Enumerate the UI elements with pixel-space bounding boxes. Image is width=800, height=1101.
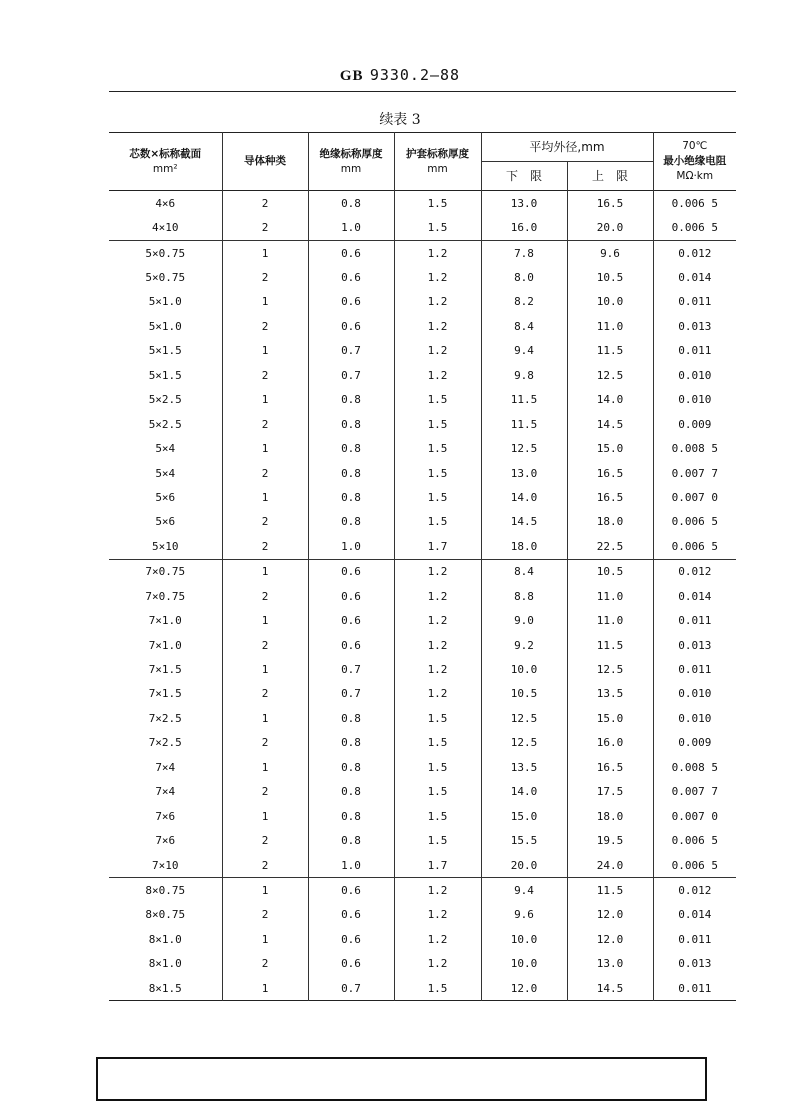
diameter-upper-cell: 11.0 xyxy=(567,608,653,632)
cores-cell: 7×2.5 xyxy=(148,736,182,750)
sheath-cell: 1.5 xyxy=(394,485,481,509)
diameter-lower-cell: 12.0 xyxy=(481,976,567,1001)
sheath-cell: 1.5 xyxy=(394,412,481,436)
resistance-cell: 0.012 xyxy=(653,559,736,584)
cores-cell: 5×4 xyxy=(155,466,176,480)
conductor-cell: 1 xyxy=(222,657,308,681)
conductor-cell: 1 xyxy=(222,240,308,265)
sheath-cell: 1.7 xyxy=(394,853,481,878)
diameter-lower-cell: 7.8 xyxy=(481,240,567,265)
sheath-cell: 1.2 xyxy=(394,265,481,289)
diameter-lower-cell: 9.4 xyxy=(481,878,567,903)
table-row xyxy=(109,290,736,314)
table-row xyxy=(109,731,736,755)
table-row xyxy=(109,314,736,338)
diameter-upper-cell: 11.0 xyxy=(567,314,653,338)
insulation-cell: 0.7 xyxy=(308,657,394,681)
sheath-cell: 1.5 xyxy=(394,706,481,730)
diameter-upper-cell: 10.5 xyxy=(567,559,653,584)
resistance-cell: 0.006 5 xyxy=(653,534,736,559)
diameter-upper-cell: 12.0 xyxy=(567,903,653,927)
sheath-cell: 1.2 xyxy=(394,363,481,387)
table-row xyxy=(109,461,736,485)
table-row xyxy=(109,388,736,412)
diameter-lower-cell: 9.2 xyxy=(481,633,567,657)
diameter-lower-cell: 13.5 xyxy=(481,755,567,779)
table-row xyxy=(109,608,736,632)
insulation-cell: 0.8 xyxy=(308,510,394,534)
header-resistance-unit: MΩ·km xyxy=(676,170,714,182)
table-row xyxy=(109,706,736,730)
diameter-lower-cell: 12.5 xyxy=(481,706,567,730)
insulation-cell: 0.8 xyxy=(308,706,394,730)
conductor-cell: 1 xyxy=(222,755,308,779)
conductor-cell: 2 xyxy=(222,534,308,559)
resistance-cell: 0.011 xyxy=(653,927,736,951)
sheath-cell: 1.2 xyxy=(394,657,481,681)
table-row xyxy=(109,780,736,804)
resistance-cell: 0.011 xyxy=(653,290,736,314)
sheath-cell: 1.2 xyxy=(394,927,481,951)
resistance-cell: 0.014 xyxy=(653,903,736,927)
diameter-lower-cell: 12.5 xyxy=(481,436,567,460)
diameter-lower-cell: 20.0 xyxy=(481,853,567,878)
diameter-lower-cell: 12.5 xyxy=(481,731,567,755)
diameter-upper-cell: 14.5 xyxy=(567,976,653,1001)
insulation-cell: 0.7 xyxy=(308,976,394,1001)
conductor-cell: 2 xyxy=(222,461,308,485)
diameter-upper-cell: 11.0 xyxy=(567,584,653,608)
conductor-cell: 1 xyxy=(222,388,308,412)
cores-cell: 5×1.0 xyxy=(148,295,182,309)
insulation-cell: 0.8 xyxy=(308,755,394,779)
resistance-cell: 0.013 xyxy=(653,633,736,657)
diameter-lower-cell: 14.0 xyxy=(481,780,567,804)
sheath-cell: 1.5 xyxy=(394,436,481,460)
resistance-cell: 0.011 xyxy=(653,608,736,632)
table-row xyxy=(109,976,736,1001)
diameter-upper-cell: 10.5 xyxy=(567,265,653,289)
diameter-upper-cell: 14.5 xyxy=(567,412,653,436)
diameter-upper-cell: 16.5 xyxy=(567,755,653,779)
insulation-cell: 0.6 xyxy=(308,633,394,657)
conductor-cell: 2 xyxy=(222,510,308,534)
insulation-cell: 0.8 xyxy=(308,412,394,436)
insulation-cell: 1.0 xyxy=(308,853,394,878)
header-sheath-label: 护套标称厚度 xyxy=(406,147,469,160)
sheath-cell: 1.5 xyxy=(394,755,481,779)
conductor-cell: 1 xyxy=(222,927,308,951)
diameter-lower-cell: 15.5 xyxy=(481,828,567,852)
diameter-lower-cell: 9.8 xyxy=(481,363,567,387)
table-body xyxy=(109,191,736,1001)
sheath-cell: 1.5 xyxy=(394,215,481,240)
insulation-cell: 0.8 xyxy=(308,828,394,852)
sheath-cell: 1.5 xyxy=(394,780,481,804)
cores-cell: 5×10 xyxy=(152,539,179,553)
table-row xyxy=(109,265,736,289)
insulation-cell: 1.0 xyxy=(308,534,394,559)
table-row xyxy=(109,682,736,706)
insulation-cell: 0.8 xyxy=(308,485,394,509)
sheath-cell: 1.2 xyxy=(394,608,481,632)
conductor-cell: 2 xyxy=(222,828,308,852)
insulation-cell: 0.8 xyxy=(308,731,394,755)
diameter-lower-cell: 13.0 xyxy=(481,461,567,485)
cores-cell: 5×6 xyxy=(155,490,176,504)
diameter-upper-cell: 24.0 xyxy=(567,853,653,878)
conductor-cell: 1 xyxy=(222,804,308,828)
conductor-cell: 1 xyxy=(222,976,308,1001)
resistance-cell: 0.007 7 xyxy=(653,780,736,804)
insulation-cell: 0.6 xyxy=(308,559,394,584)
diameter-upper-cell: 12.5 xyxy=(567,657,653,681)
conductor-cell: 2 xyxy=(222,731,308,755)
conductor-cell: 1 xyxy=(222,339,308,363)
resistance-cell: 0.006 5 xyxy=(653,215,736,240)
resistance-cell: 0.013 xyxy=(653,952,736,976)
sheath-cell: 1.2 xyxy=(394,290,481,314)
table-row xyxy=(109,436,736,460)
diameter-lower-cell: 8.4 xyxy=(481,559,567,584)
diameter-lower-cell: 11.5 xyxy=(481,412,567,436)
insulation-cell: 0.8 xyxy=(308,461,394,485)
diameter-lower-cell: 8.2 xyxy=(481,290,567,314)
sheath-cell: 1.2 xyxy=(394,682,481,706)
table-row xyxy=(109,903,736,927)
diameter-upper-cell: 10.0 xyxy=(567,290,653,314)
table-row xyxy=(109,584,736,608)
diameter-lower-cell: 10.0 xyxy=(481,952,567,976)
conductor-cell: 2 xyxy=(222,903,308,927)
resistance-cell: 0.006 5 xyxy=(653,191,736,216)
header-sheath xyxy=(394,133,481,191)
cores-cell: 5×0.75 xyxy=(109,240,222,265)
diameter-upper-cell: 13.5 xyxy=(567,682,653,706)
conductor-cell: 2 xyxy=(222,952,308,976)
cores-cell: 5×1.5 xyxy=(148,368,182,382)
conductor-cell: 1 xyxy=(222,608,308,632)
table-row xyxy=(109,191,736,216)
table-row xyxy=(109,755,736,779)
diameter-upper-cell: 22.5 xyxy=(567,534,653,559)
diameter-lower-cell: 10.5 xyxy=(481,682,567,706)
diameter-lower-cell: 11.5 xyxy=(481,388,567,412)
conductor-cell: 2 xyxy=(222,633,308,657)
sheath-cell: 1.5 xyxy=(394,191,481,216)
diameter-lower-cell: 13.0 xyxy=(481,191,567,216)
conductor-cell: 1 xyxy=(222,706,308,730)
cores-cell: 5×0.75 xyxy=(145,271,186,285)
sheath-cell: 1.5 xyxy=(394,510,481,534)
diameter-upper-cell: 14.0 xyxy=(567,388,653,412)
diameter-lower-cell: 8.0 xyxy=(481,265,567,289)
table-header xyxy=(109,133,736,191)
cores-cell: 7×6 xyxy=(155,834,176,848)
sheath-cell: 1.5 xyxy=(394,388,481,412)
sheath-cell: 1.2 xyxy=(394,584,481,608)
diameter-upper-cell: 16.5 xyxy=(567,191,653,216)
diameter-upper-cell: 11.5 xyxy=(567,339,653,363)
insulation-cell: 0.8 xyxy=(308,780,394,804)
table-row xyxy=(109,534,736,559)
header-diameter: 平均外径,mm xyxy=(481,133,653,162)
insulation-cell: 0.6 xyxy=(308,878,394,903)
table-row xyxy=(109,657,736,681)
cores-cell: 7×2.5 xyxy=(148,711,182,725)
conductor-cell: 2 xyxy=(222,853,308,878)
sheath-cell: 1.2 xyxy=(394,559,481,584)
cores-cell: 5×1.5 xyxy=(148,344,182,358)
header-insulation xyxy=(308,133,394,191)
header-insulation-label: 绝缘标称厚度 xyxy=(319,147,383,160)
table-caption: 续表 3 xyxy=(379,112,421,128)
diameter-lower-cell: 16.0 xyxy=(481,215,567,240)
header-diameter-lower: 下 限 xyxy=(481,162,567,191)
diameter-lower-cell: 10.0 xyxy=(481,927,567,951)
conductor-cell: 2 xyxy=(222,780,308,804)
resistance-cell: 0.012 xyxy=(653,240,736,265)
cable-spec-table xyxy=(109,132,736,1001)
diameter-lower-cell: 9.4 xyxy=(481,339,567,363)
insulation-cell: 0.8 xyxy=(308,191,394,216)
sheath-cell: 1.5 xyxy=(394,731,481,755)
standard-prefix: GB xyxy=(339,68,364,84)
header-insulation-unit: mm xyxy=(340,162,362,175)
sheath-cell: 1.2 xyxy=(394,878,481,903)
sheath-cell: 1.5 xyxy=(394,976,481,1001)
diameter-upper-cell: 16.0 xyxy=(567,731,653,755)
table-row xyxy=(109,363,736,387)
header-resistance-temp: 70℃ xyxy=(682,140,708,152)
diameter-upper-cell: 11.5 xyxy=(567,633,653,657)
resistance-cell: 0.008 5 xyxy=(653,755,736,779)
diameter-upper-cell: 18.0 xyxy=(567,510,653,534)
diameter-lower-cell: 14.5 xyxy=(481,510,567,534)
table-row xyxy=(109,240,736,265)
insulation-cell: 0.7 xyxy=(308,682,394,706)
resistance-cell: 0.014 xyxy=(653,265,736,289)
table-row xyxy=(109,485,736,509)
sheath-cell: 1.2 xyxy=(394,314,481,338)
resistance-cell: 0.010 xyxy=(653,682,736,706)
resistance-cell: 0.010 xyxy=(653,388,736,412)
cores-cell: 8×0.75 xyxy=(145,908,186,922)
resistance-cell: 0.013 xyxy=(653,314,736,338)
header-cores xyxy=(109,133,222,191)
sheath-cell: 1.5 xyxy=(394,461,481,485)
cores-cell: 7×1.0 xyxy=(148,638,182,652)
table-row xyxy=(109,633,736,657)
diameter-lower-cell: 9.0 xyxy=(481,608,567,632)
diameter-upper-cell: 12.0 xyxy=(567,927,653,951)
insulation-cell: 1.0 xyxy=(308,215,394,240)
diameter-lower-cell: 8.8 xyxy=(481,584,567,608)
table-row xyxy=(109,878,736,903)
resistance-cell: 0.009 xyxy=(653,731,736,755)
resistance-cell: 0.014 xyxy=(653,584,736,608)
resistance-cell: 0.011 xyxy=(653,976,736,1001)
table-row xyxy=(109,853,736,878)
conductor-cell: 2 xyxy=(222,412,308,436)
header-sheath-unit: mm xyxy=(427,162,448,175)
insulation-cell: 0.7 xyxy=(308,339,394,363)
standard-number: 9330.2—88 xyxy=(369,66,461,84)
diameter-upper-cell: 9.6 xyxy=(567,240,653,265)
diameter-upper-cell: 11.5 xyxy=(567,878,653,903)
diameter-lower-cell: 9.6 xyxy=(481,903,567,927)
table-row xyxy=(109,339,736,363)
insulation-cell: 0.6 xyxy=(308,927,394,951)
cores-cell: 7×0.75 xyxy=(109,559,222,584)
cores-cell: 5×2.5 xyxy=(148,393,182,407)
resistance-cell: 0.009 xyxy=(653,412,736,436)
conductor-cell: 1 xyxy=(222,436,308,460)
resistance-cell: 0.010 xyxy=(653,706,736,730)
sheath-cell: 1.2 xyxy=(394,633,481,657)
cores-cell: 7×4 xyxy=(155,760,176,774)
table-row xyxy=(109,215,736,240)
cores-cell: 8×1.0 xyxy=(148,932,182,946)
cores-cell: 8×0.75 xyxy=(109,878,222,903)
diameter-upper-cell: 15.0 xyxy=(567,436,653,460)
sheath-cell: 1.5 xyxy=(394,828,481,852)
table-row xyxy=(109,828,736,852)
conductor-cell: 2 xyxy=(222,363,308,387)
table-row xyxy=(109,952,736,976)
resistance-cell: 0.006 5 xyxy=(653,828,736,852)
conductor-cell: 2 xyxy=(222,682,308,706)
resistance-cell: 0.008 5 xyxy=(653,436,736,460)
cores-cell: 7×1.5 xyxy=(148,663,182,677)
sheath-cell: 1.2 xyxy=(394,339,481,363)
resistance-cell: 0.007 0 xyxy=(653,804,736,828)
table-row xyxy=(109,412,736,436)
diameter-upper-cell: 18.0 xyxy=(567,804,653,828)
conductor-cell: 1 xyxy=(222,878,308,903)
cores-cell: 5×1.0 xyxy=(148,319,182,333)
insulation-cell: 0.6 xyxy=(308,265,394,289)
table-row xyxy=(109,927,736,951)
diameter-upper-cell: 17.5 xyxy=(567,780,653,804)
diameter-upper-cell: 20.0 xyxy=(567,215,653,240)
conductor-cell: 1 xyxy=(222,485,308,509)
insulation-cell: 0.7 xyxy=(308,363,394,387)
diameter-upper-cell: 12.5 xyxy=(567,363,653,387)
diameter-upper-cell: 19.5 xyxy=(567,828,653,852)
insulation-cell: 0.6 xyxy=(308,290,394,314)
cores-cell: 8×1.5 xyxy=(148,981,182,995)
diameter-upper-cell: 16.5 xyxy=(567,485,653,509)
conductor-cell: 2 xyxy=(222,215,308,240)
insulation-cell: 0.6 xyxy=(308,903,394,927)
sheath-cell: 1.7 xyxy=(394,534,481,559)
insulation-cell: 0.6 xyxy=(308,608,394,632)
diameter-upper-cell: 13.0 xyxy=(567,952,653,976)
cores-cell: 8×1.0 xyxy=(148,957,182,971)
header-conductor-label: 导体种类 xyxy=(244,155,286,167)
resistance-cell: 0.006 5 xyxy=(653,510,736,534)
cores-cell: 7×4 xyxy=(155,785,176,799)
resistance-cell: 0.010 xyxy=(653,363,736,387)
cores-cell: 7×6 xyxy=(155,809,176,823)
resistance-cell: 0.012 xyxy=(653,878,736,903)
diameter-upper-cell: 16.5 xyxy=(567,461,653,485)
header-resistance-label: 最小绝缘电阻 xyxy=(663,155,727,167)
header-rule xyxy=(109,91,736,92)
header-resistance xyxy=(653,133,736,191)
conductor-cell: 2 xyxy=(222,265,308,289)
table-row xyxy=(109,510,736,534)
insulation-cell: 0.6 xyxy=(308,952,394,976)
conductor-cell: 2 xyxy=(222,191,308,216)
resistance-cell: 0.006 5 xyxy=(653,853,736,878)
sheath-cell: 1.5 xyxy=(394,804,481,828)
insulation-cell: 0.8 xyxy=(308,436,394,460)
conductor-cell: 1 xyxy=(222,290,308,314)
cores-cell: 5×2.5 xyxy=(148,417,182,431)
diameter-lower-cell: 8.4 xyxy=(481,314,567,338)
diameter-upper-cell: 15.0 xyxy=(567,706,653,730)
resistance-cell: 0.011 xyxy=(653,339,736,363)
footer-box xyxy=(96,1057,707,1101)
insulation-cell: 0.6 xyxy=(308,240,394,265)
insulation-cell: 0.8 xyxy=(308,388,394,412)
resistance-cell: 0.011 xyxy=(653,657,736,681)
sheath-cell: 1.2 xyxy=(394,952,481,976)
resistance-cell: 0.007 7 xyxy=(653,461,736,485)
insulation-cell: 0.6 xyxy=(308,314,394,338)
cores-cell: 7×0.75 xyxy=(145,589,186,603)
cores-cell: 7×10 xyxy=(152,858,179,872)
standard-header xyxy=(0,66,800,85)
cores-cell: 4×6 xyxy=(155,196,176,210)
diameter-lower-cell: 14.0 xyxy=(481,485,567,509)
header-cores-label: 芯数×标称截面 xyxy=(129,147,202,160)
cores-cell: 5×4 xyxy=(155,442,176,456)
conductor-cell: 2 xyxy=(222,584,308,608)
cores-cell: 7×1.5 xyxy=(148,687,182,701)
diameter-lower-cell: 10.0 xyxy=(481,657,567,681)
sheath-cell: 1.2 xyxy=(394,240,481,265)
header-conductor xyxy=(222,133,308,191)
table-row xyxy=(109,804,736,828)
sheath-cell: 1.2 xyxy=(394,903,481,927)
diameter-lower-cell: 18.0 xyxy=(481,534,567,559)
cores-cell: 7×1.0 xyxy=(148,614,182,628)
header-cores-unit: mm² xyxy=(152,162,178,175)
table-row xyxy=(109,559,736,584)
insulation-cell: 0.8 xyxy=(308,804,394,828)
resistance-cell: 0.007 0 xyxy=(653,485,736,509)
cores-cell: 4×10 xyxy=(152,221,179,235)
diameter-lower-cell: 15.0 xyxy=(481,804,567,828)
header-diameter-upper: 上 限 xyxy=(567,162,653,191)
insulation-cell: 0.6 xyxy=(308,584,394,608)
conductor-cell: 2 xyxy=(222,314,308,338)
conductor-cell: 1 xyxy=(222,559,308,584)
cores-cell: 5×6 xyxy=(155,515,176,529)
